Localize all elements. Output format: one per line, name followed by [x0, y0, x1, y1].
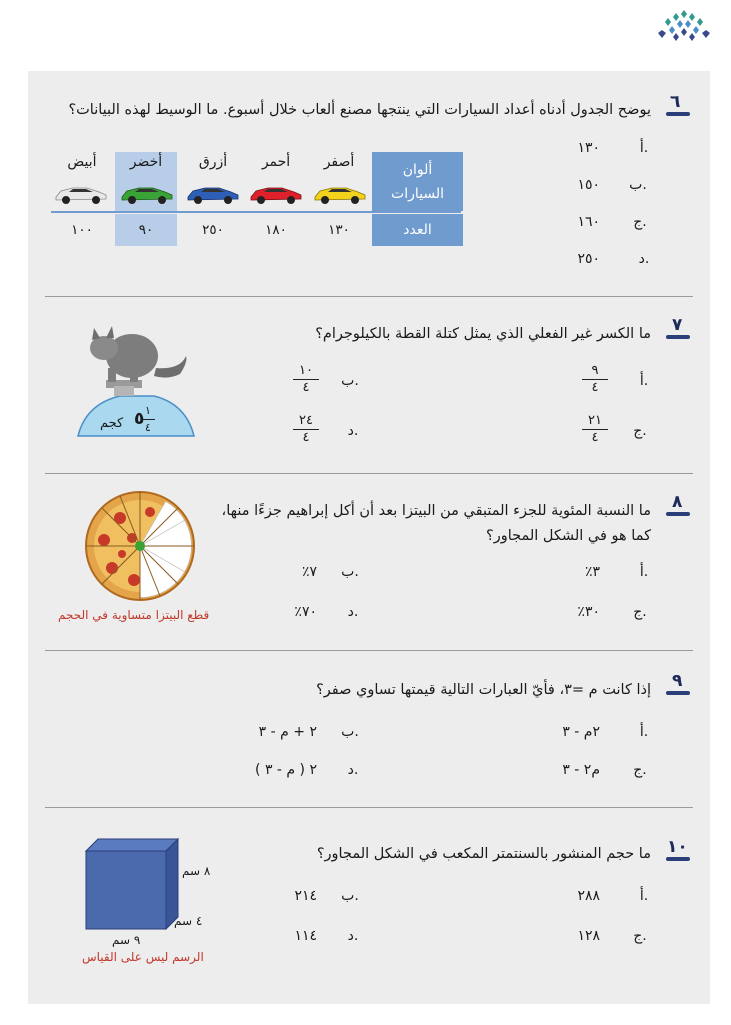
table-header-count: العدد: [372, 214, 463, 246]
q7-option-d[interactable]: ٢٤ ٤: [293, 413, 319, 446]
scale-label: كجم: [100, 416, 124, 431]
q6-option-b[interactable]: ١٥٠: [577, 177, 600, 193]
q8-option-c[interactable]: ٣٠٪: [577, 604, 600, 620]
q6-option-d-letter[interactable]: د.: [638, 251, 650, 267]
q9-option-b-letter[interactable]: ب.: [341, 724, 359, 740]
green-car-icon: [119, 180, 175, 206]
q8-option-c-letter[interactable]: ج.: [633, 604, 647, 620]
question-8-text-line1: ما النسبة المئوية للجزء المتبقي من البيتزا بعد أن أكل إبراهيم جزءًا منها،: [221, 503, 651, 519]
q6-option-a[interactable]: ١٣٠: [577, 140, 600, 156]
question-6-number: ٦: [670, 92, 681, 112]
q7-option-c[interactable]: ٢١ ٤: [582, 413, 608, 446]
q10-option-b-letter[interactable]: ب.: [341, 888, 359, 904]
q8-option-b[interactable]: ٧٪: [301, 564, 317, 580]
separator: [45, 807, 693, 808]
question-6-marker: [666, 112, 690, 116]
question-9-marker: [666, 691, 690, 695]
ministry-logo-icon: [656, 8, 712, 48]
white-car-icon: [53, 180, 109, 206]
table-value-white: ١٠٠: [71, 222, 93, 238]
rectangular-prism-illustration: [84, 837, 184, 933]
separator: [45, 296, 693, 297]
q8-option-d[interactable]: ٧٠٪: [294, 604, 317, 620]
table-col-yellow: أصفر: [323, 154, 355, 170]
table-col-blue: أزرق: [198, 154, 228, 170]
table-value-red: ١٨٠: [265, 222, 287, 238]
q9-option-b[interactable]: ٢ + م - ٣: [258, 724, 317, 740]
q9-option-c-letter[interactable]: ج.: [633, 762, 647, 778]
q6-option-d[interactable]: ٢٥٠: [577, 251, 600, 267]
q8-option-d-letter[interactable]: د.: [347, 604, 359, 620]
prism-height-label: ٨ سم: [182, 864, 211, 878]
q7-option-c-letter[interactable]: ج.: [633, 423, 647, 439]
table-divider: [51, 211, 461, 213]
separator: [45, 650, 693, 651]
q7-option-a[interactable]: ٩ ٤: [582, 363, 608, 396]
q10-option-b[interactable]: ٢١٤: [294, 888, 317, 904]
question-7-text: ما الكسر غير الفعلي الذي يمثل كتلة القطة بالكيلوجرام؟: [315, 326, 651, 342]
q10-option-c-letter[interactable]: ج.: [633, 928, 647, 944]
q9-option-a[interactable]: ٢م - ٣: [562, 724, 600, 740]
q9-option-d[interactable]: ٢ ( م - ٣ ): [255, 762, 317, 778]
scale-fraction: ١ ٤: [141, 403, 155, 436]
q9-option-c[interactable]: م٢ - ٣: [562, 762, 600, 778]
blue-car-icon: [185, 180, 241, 206]
q6-option-c-letter[interactable]: ج.: [633, 214, 647, 230]
q7-option-a-letter[interactable]: أ.: [639, 373, 649, 389]
table-value-yellow: ١٣٠: [328, 222, 350, 238]
table-value-blue: ٢٥٠: [202, 222, 224, 238]
pizza-caption: قطع البيتزا متساوية في الحجم: [58, 608, 210, 622]
question-6-text: يوضح الجدول أدناه أعداد السيارات التي ينتجها مصنع ألعاب خلال أسبوع. ما الوسيط لهذه البيانات؟: [68, 102, 651, 118]
table-header-car-colors: ألوان السيارات: [372, 152, 463, 211]
table-col-white: أبيض: [67, 154, 97, 170]
q9-option-a-letter[interactable]: أ.: [639, 724, 649, 740]
q8-option-a-letter[interactable]: أ.: [639, 564, 649, 580]
q6-option-b-letter[interactable]: ب.: [629, 177, 647, 193]
question-10-number: ١٠: [667, 837, 688, 857]
pizza-illustration: [84, 490, 196, 602]
q7-option-d-letter[interactable]: د.: [347, 423, 359, 439]
q6-option-c[interactable]: ١٦٠: [577, 214, 600, 230]
q10-option-d[interactable]: ١١٤: [294, 928, 317, 944]
question-8-text-line2: كما هو في الشكل المجاور؟: [486, 528, 651, 544]
table-col-red: أحمر: [261, 154, 291, 170]
q9-option-d-letter[interactable]: د.: [347, 762, 359, 778]
q7-option-b[interactable]: ١٠ ٤: [293, 363, 319, 396]
question-7-number: ٧: [672, 315, 683, 335]
q8-option-a[interactable]: ٣٪: [584, 564, 600, 580]
q7-option-b-letter[interactable]: ب.: [341, 373, 359, 389]
question-10-text: ما حجم المنشور بالسنتمتر المكعب في الشكل المجاور؟: [316, 846, 651, 862]
q10-option-a-letter[interactable]: أ.: [639, 888, 649, 904]
question-8-marker: [666, 512, 690, 516]
question-8-number: ٨: [672, 492, 683, 512]
q10-option-d-letter[interactable]: د.: [347, 928, 359, 944]
red-car-icon: [248, 180, 304, 206]
table-col-green: أخضر: [115, 152, 177, 211]
prism-width-label: ٩ سم: [112, 933, 141, 947]
question-9-number: ٩: [672, 671, 683, 691]
yellow-car-icon: [312, 180, 368, 206]
q8-option-b-letter[interactable]: ب.: [341, 564, 359, 580]
question-7-marker: [666, 335, 690, 339]
q10-option-a[interactable]: ٢٨٨: [577, 888, 600, 904]
question-9-text: إذا كانت م =٣، فأيّ العبارات التالية قيمتها تساوي صفر؟: [316, 682, 651, 698]
prism-depth-label: ٤ سم: [174, 914, 203, 928]
prism-caption: الرسم ليس على القياس: [82, 950, 204, 964]
scale-whole: ٥: [134, 409, 145, 429]
q10-option-c[interactable]: ١٢٨: [577, 928, 600, 944]
question-10-marker: [666, 857, 690, 861]
separator: [45, 473, 693, 474]
q6-option-a-letter[interactable]: أ.: [639, 140, 649, 156]
table-value-green: ٩٠: [115, 214, 177, 246]
